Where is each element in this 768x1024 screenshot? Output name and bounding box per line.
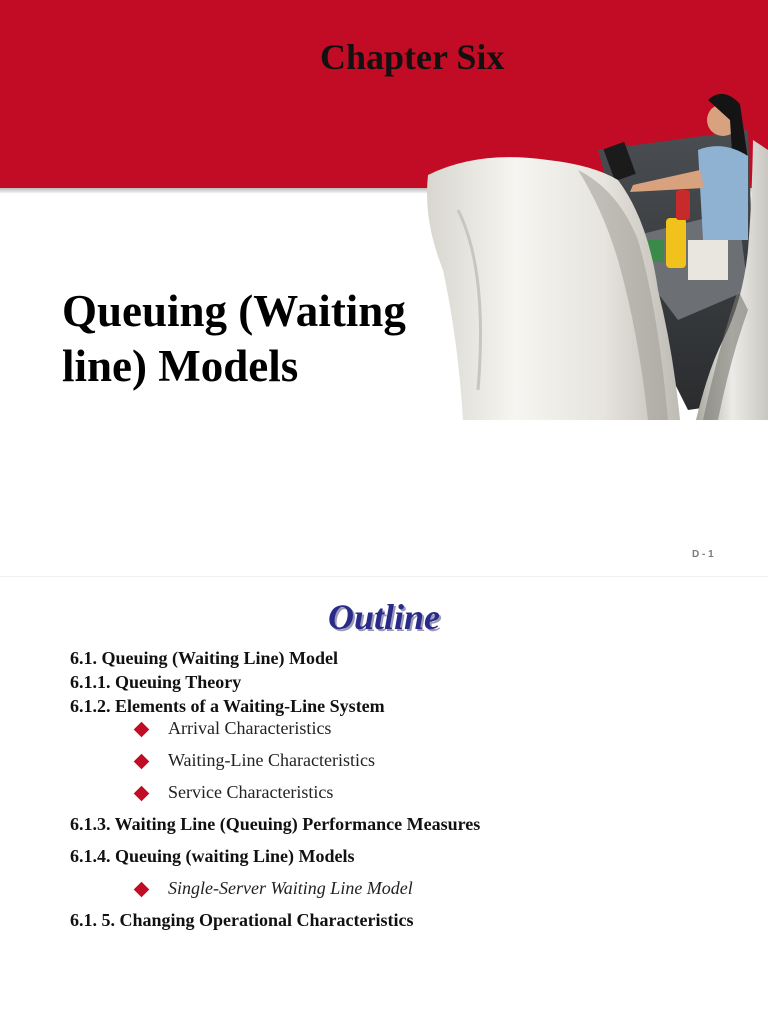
main-title bbox=[62, 284, 462, 394]
checkout-cashier-image bbox=[418, 90, 768, 420]
outline-item: 6.1.4. Queuing (waiting Line) Models bbox=[70, 846, 355, 866]
outline-subitem-label: Single-Server Waiting Line Model bbox=[168, 878, 413, 898]
outline-subitem-label: Waiting-Line Characteristics bbox=[168, 750, 375, 770]
outline-subitem-label: Service Characteristics bbox=[168, 782, 334, 802]
outline-item: 6.1.1. Queuing Theory bbox=[70, 672, 242, 692]
diamond-bullet-icon bbox=[134, 754, 150, 770]
outline-item: 6.1.2. Elements of a Waiting-Line System bbox=[70, 696, 385, 716]
diamond-bullet-icon bbox=[134, 722, 150, 738]
chapter-title: Chapter Six bbox=[320, 37, 505, 77]
diamond-bullet-icon bbox=[134, 882, 150, 898]
outline-item: 6.1. Queuing (Waiting Line) Model bbox=[70, 648, 339, 668]
outline-item: 6.1.3. Waiting Line (Queuing) Performance Measures bbox=[70, 814, 481, 834]
slide-divider bbox=[0, 576, 768, 577]
outline-title: Outline bbox=[327, 597, 441, 637]
main-title-line2: line) Models bbox=[62, 341, 299, 391]
diamond-bullet-icon bbox=[134, 786, 150, 802]
outline-item: 6.1. 5. Changing Operational Characteristics bbox=[70, 910, 414, 930]
outline-subitem-label: Arrival Characteristics bbox=[168, 718, 332, 738]
slide-number: D - 1 bbox=[692, 549, 714, 560]
main-title-line1: Queuing (Waiting bbox=[62, 286, 406, 336]
